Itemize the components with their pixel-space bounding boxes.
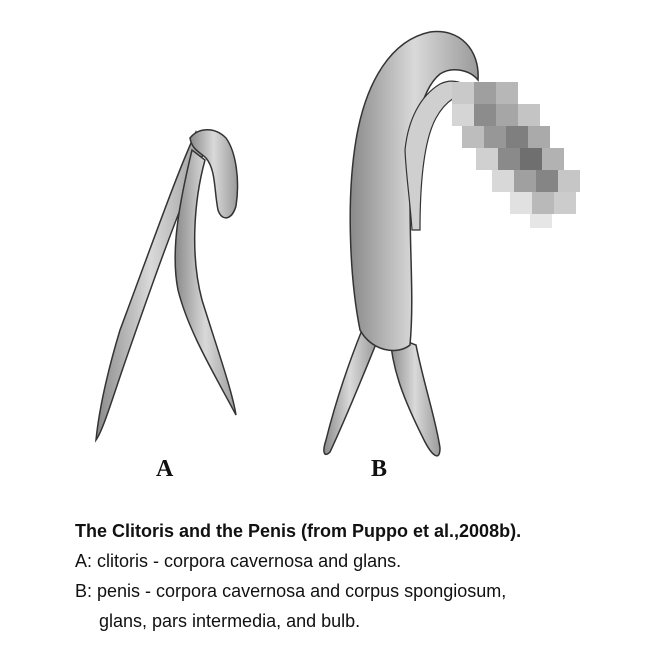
penis-left-crus	[324, 330, 376, 454]
caption-line-b: B: penis - corpora cavernosa and corpus spongiosum,	[75, 581, 507, 601]
caption-line-b-continued: glans, pars intermedia, and bulb.	[99, 611, 361, 631]
panel-label-b: B	[371, 456, 388, 482]
caption-title: The Clitoris and the Penis (from Puppo et al.,2008b).	[75, 521, 522, 541]
censor-mosaic	[452, 82, 580, 228]
clitoris-drawing	[96, 130, 238, 440]
panel-label-a: A	[156, 456, 174, 482]
caption-line-a: A: clitoris - corpora cavernosa and glans.	[75, 551, 402, 571]
penis-bulb	[390, 335, 440, 456]
figure-caption	[75, 516, 635, 636]
